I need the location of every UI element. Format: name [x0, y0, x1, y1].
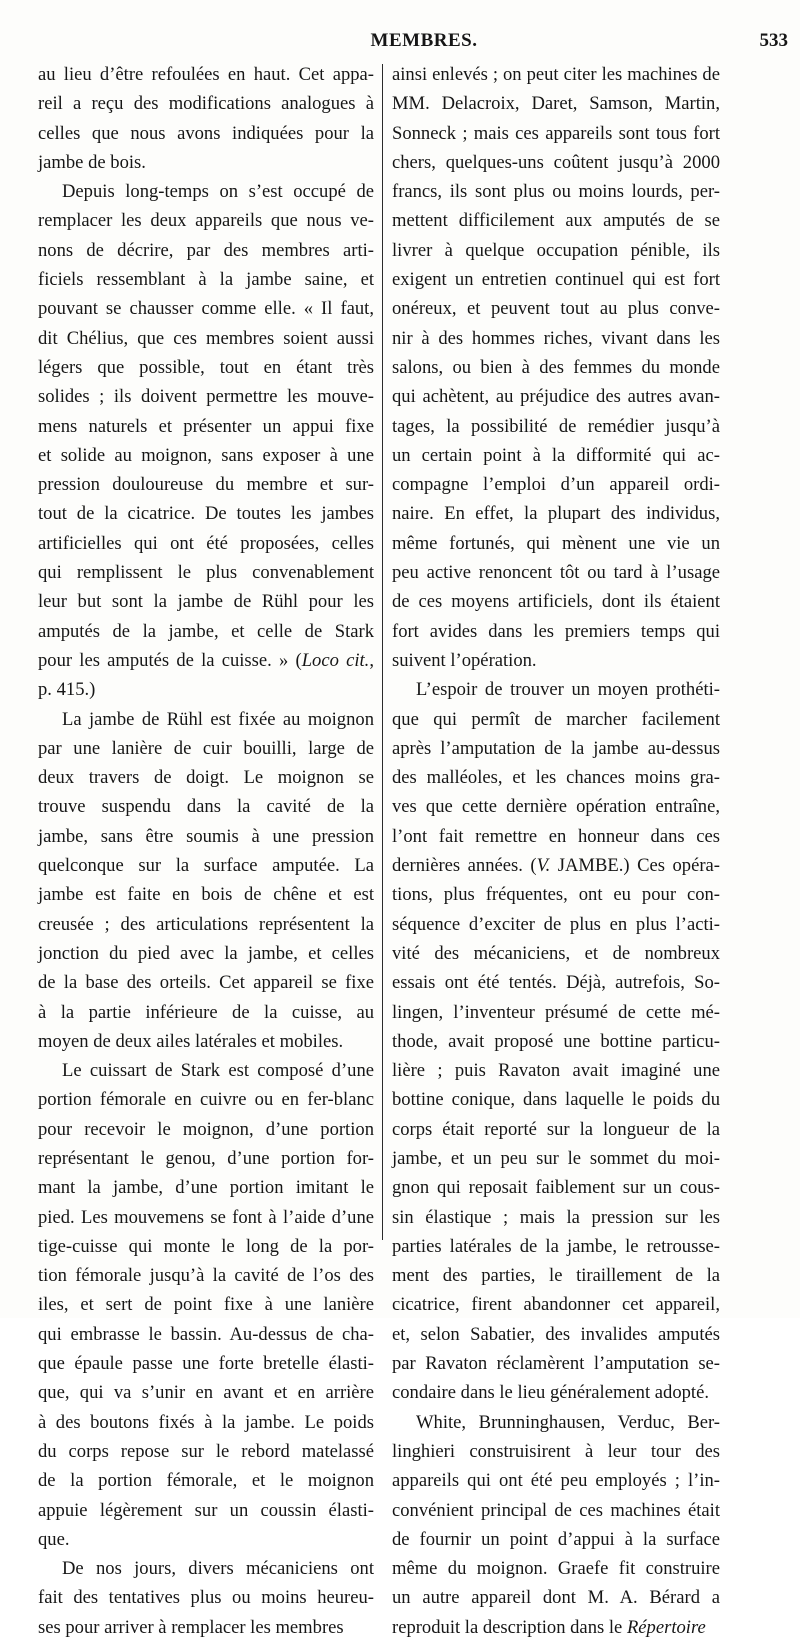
text-line: parties latérales de la jambe, le retrousse-: [392, 1235, 720, 1257]
text-line: appuie légèrement sur un coussin élasti-: [38, 1499, 374, 1521]
text-line: vité des mécaniciens, et de nombreux: [392, 942, 720, 964]
text-line: tion fémorale jusqu’à la cavité de l’os des: [38, 1265, 374, 1287]
text-line: exigent un entretien continuel qui est fort: [392, 269, 720, 291]
text-line: de la base des orteils. Cet appareil se fixe: [38, 972, 374, 994]
text-line: francs, ils sont plus ou moins lourds, per-: [392, 181, 720, 203]
text-line: trouve suspendu dans la cavité de la: [38, 796, 374, 818]
text-line: solides ; ils doivent permettre les mouve-: [38, 386, 374, 408]
text-line: lière ; puis Ravaton avait imaginé une: [392, 1060, 720, 1082]
text-line: un autre appareil dont M. A. Bérard a: [392, 1587, 720, 1609]
text-line: que, qui va s’unir en avant et en arrière: [38, 1382, 374, 1404]
page-number: 533: [759, 30, 788, 51]
text-line: portion fémorale en cuivre ou en fer-blanc: [38, 1089, 374, 1111]
right-column: [392, 60, 720, 1638]
text-line: ficiels ressemblant à la jambe saine, et: [38, 269, 374, 291]
text-line: gnon qui reposait faiblement sur un cous-: [392, 1177, 720, 1199]
text-line: tout de la cicatrice. De toutes les jambes: [38, 503, 374, 525]
text-line: onéreux, et peuvent tout au plus conve-: [392, 298, 720, 320]
text-line: séquence d’exciter de plus en plus l’acti-: [392, 913, 720, 935]
text-line: livrer à quelque occupation pénible, ils: [392, 239, 720, 261]
text-line: celles que nous avons indiquées pour la: [38, 122, 374, 144]
text-line: jambe, sans être soumis à une pression: [38, 825, 374, 847]
text-line: qui remplissent le plus convenablement: [38, 562, 374, 584]
text-line: même fortunés, qui mènent une vie un: [392, 532, 720, 554]
text-line: ment des parties, le tiraillement de la: [392, 1265, 720, 1287]
left-column: [38, 60, 374, 1638]
text-line: La jambe de Rühl est fixée au moignon: [62, 708, 374, 730]
text-line: à des boutons fixés à la jambe. Le poids: [38, 1411, 374, 1433]
text-line: moyen de deux ailes latérales et mobiles.: [38, 1030, 344, 1052]
text-line: ves que cette dernière opération entraîne,: [392, 796, 720, 818]
text-line: mant la jambe, d’une portion imitant le: [38, 1177, 374, 1199]
text-line: nir à des hommes riches, vivant dans les: [392, 327, 720, 349]
text-line: pression douloureuse du membre et sur-: [38, 474, 374, 496]
text-line: compagne l’emploi d’un appareil ordi-: [392, 474, 720, 496]
text-line: qui embrasse le bassin. Au-dessus de cha-: [38, 1323, 374, 1345]
text-line: De nos jours, divers mécaniciens ont: [62, 1558, 374, 1580]
text-line: deux travers de doigt. Le moignon se: [38, 767, 374, 789]
text-line: iles, et sert de point fixe à une lanière: [38, 1294, 374, 1316]
text-line: dernières années. (V. JAMBE.) Ces opéra-: [392, 855, 720, 877]
text-line: lingen, l’inventeur présumé de cette mé-: [392, 1001, 720, 1023]
text-line: corps était reporté sur la longueur de la: [392, 1118, 720, 1140]
text-line: White, Brunninghausen, Verduc, Ber-: [416, 1411, 720, 1433]
text-line: condaire dans le lieu généralement adopté.: [392, 1382, 709, 1404]
text-line: jambe est faite en bois de chêne et est: [38, 884, 374, 906]
text-line: Sonneck ; mais ces appareils sont tous fort: [392, 122, 720, 144]
text-line: même du moignon. Graefe fit construire: [392, 1558, 720, 1580]
text-line: ainsi enlevés ; on peut citer les machines de: [392, 64, 720, 85]
text-line: leur but sont la jambe de Rühl pour les: [38, 591, 374, 613]
text-line: quelconque sur la surface amputée. La: [38, 855, 374, 877]
text-line: par une lanière de cuir bouilli, large de: [38, 737, 374, 759]
text-line: MM. Delacroix, Daret, Samson, Martin,: [392, 93, 720, 115]
text-line: à la partie inférieure de la cuisse, au: [38, 1001, 374, 1023]
text-line: essais ont été tentés. Déjà, autrefois, So-: [392, 972, 720, 994]
text-line: pour les amputés de la cuisse. » (Loco cit.,: [38, 649, 374, 671]
text-line: mettent difficilement aux amputés de se: [392, 210, 720, 232]
text-line: Le cuissart de Stark est composé d’une: [62, 1060, 374, 1082]
text-line: et solide au moignon, sans exposer à une: [38, 444, 374, 466]
text-line: légers que possible, tout en étant très: [38, 356, 374, 378]
text-line: ses pour arriver à remplacer les membres: [38, 1616, 344, 1638]
text-line: naire. En effet, la plupart des individus,: [392, 503, 720, 525]
text-line: bottine conique, dans laquelle le poids du: [392, 1089, 720, 1111]
text-line: creusée ; des articulations représentent la: [38, 913, 374, 935]
text-line: dit Chélius, que ces membres soient aussi: [38, 327, 374, 349]
text-line: convénient principal de ces machines était: [392, 1499, 720, 1521]
text-line: après l’amputation de la jambe au-dessus: [392, 737, 720, 759]
text-line: suivent l’opération.: [392, 649, 537, 671]
text-line: amputés de la jambe, et celle de Stark: [38, 620, 374, 642]
text-line: de ces moyens artificiels, dont ils étaient: [392, 591, 720, 613]
text-line: par Ravaton réclamèrent l’amputation se-: [392, 1353, 720, 1375]
text-line: de fournir un point d’appui à la surface: [392, 1528, 720, 1550]
text-line: au lieu d’être refoulées en haut. Cet appa-: [38, 64, 374, 85]
text-line: nons de décrire, par des membres arti-: [38, 239, 374, 261]
running-title: MEMBRES.: [370, 30, 478, 51]
text-line: que épaule passe une forte bretelle élasti-: [38, 1353, 374, 1375]
text-line: sin élastique ; mais la pression sur les: [392, 1206, 720, 1228]
text-line: jambe, et un peu sur le sommet du moi-: [392, 1147, 720, 1169]
text-line: remplacer les deux appareils que nous ve-: [38, 210, 374, 232]
text-line: salons, ou bien à des femmes du monde: [392, 356, 720, 378]
text-line: L’espoir de trouver un moyen prothéti-: [416, 679, 720, 701]
text-line: pied. Les mouvemens se font à l’aide d’une: [38, 1206, 374, 1228]
text-line: tige-cuisse qui monte le long de la por-: [38, 1235, 374, 1257]
text-line: pour recevoir le moignon, d’une portion: [38, 1118, 374, 1140]
text-line: jambe de bois.: [38, 151, 146, 173]
text-line: thode, avait proposé une bottine particu-: [392, 1030, 720, 1052]
text-line: du corps repose sur le rebord matelassé: [38, 1440, 374, 1462]
text-line: que.: [38, 1528, 70, 1550]
text-line: chers, quelques-uns coûtent jusqu’à 2000: [392, 151, 720, 173]
text-line: l’ont fait remettre en honneur dans ces: [392, 825, 720, 847]
text-line: cicatrice, firent abandonner cet appareil,: [392, 1294, 720, 1316]
text-line: reil a reçu des modifications analogues à: [38, 93, 374, 115]
text-line: linghieri construisirent à leur tour des: [392, 1440, 720, 1462]
text-line: de la portion fémorale, et le moignon: [38, 1470, 374, 1492]
text-line: qui achètent, au préjudice des autres avan-: [392, 386, 720, 408]
column-divider: [382, 64, 383, 1240]
text-line: mens naturels et présenter un appui fixe: [38, 415, 374, 437]
text-line: fait des tentatives plus ou moins heureu-: [38, 1587, 374, 1609]
text-line: pouvant se chausser comme elle. « Il faut,: [38, 298, 374, 320]
text-line: un certain point à la difformité qui ac-: [392, 444, 720, 466]
text-line: peu active renoncent tôt ou tard à l’usage: [392, 562, 720, 584]
text-line: appareils qui ont été peu employés ; l’in-: [392, 1470, 720, 1492]
text-line: que qui permît de marcher facilement: [392, 708, 720, 730]
text-line: p. 415.): [38, 679, 96, 701]
text-line: tages, la possibilité de remédier jusqu’à: [392, 415, 720, 437]
text-line: des malléoles, et les chances moins gra-: [392, 767, 720, 789]
text-line: fort avides dans les premiers temps qui: [392, 620, 720, 642]
text-line: Depuis long-temps on s’est occupé de: [62, 181, 374, 203]
text-line: jonction du pied avec la jambe, et celles: [38, 942, 374, 964]
text-line: représentant le genou, d’une portion for-: [38, 1147, 374, 1169]
running-header: [36, 30, 794, 58]
text-line: tions, plus fréquentes, ont eu pour con-: [392, 884, 720, 906]
text-line: et, selon Sabatier, des invalides amputés: [392, 1323, 720, 1345]
text-line: reproduit la description dans le Répertoire: [392, 1616, 706, 1638]
text-line: artificielles qui ont été proposées, celles: [38, 532, 374, 554]
